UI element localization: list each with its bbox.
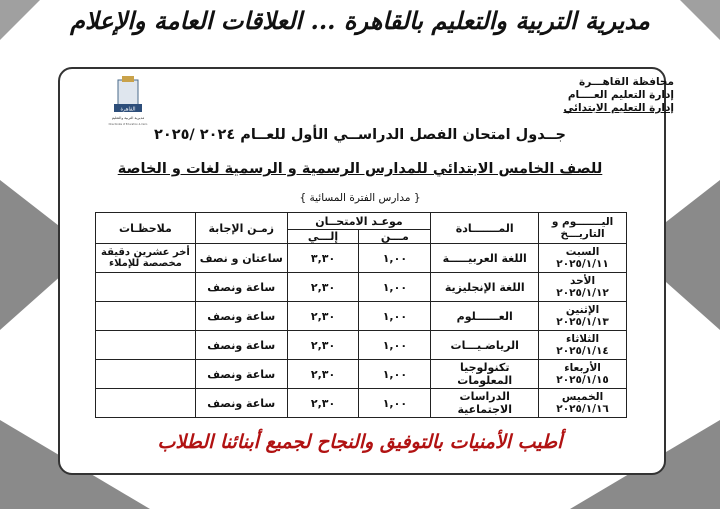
notes-cell: [96, 273, 196, 302]
exam-date: ٢٠٢٥/١/١٢: [556, 287, 609, 299]
shift-note: { مدارس الفترة المسائية }: [299, 192, 421, 204]
notes-cell: أخر عشرين دقيقة مخصصة للإملاء: [96, 244, 196, 273]
day-date-cell: [539, 273, 627, 302]
from-cell: ١,٠٠: [359, 389, 431, 418]
day-name: الإثنين: [565, 304, 600, 316]
from-cell: ١,٠٠: [359, 331, 431, 360]
notes-cell: [96, 360, 196, 389]
exam-date: ٢٠٢٥/١/١٥: [556, 374, 609, 386]
day-date-cell: [539, 302, 627, 331]
header-from: مـــن: [359, 230, 431, 244]
header-exam-time: موعـد الامتحــان: [287, 213, 431, 230]
logo-arabic-caption: مديرية التربية والتعليم: [111, 116, 145, 120]
subject-cell: العــــــلوم: [431, 302, 539, 331]
notes-cell: [96, 389, 196, 418]
day-name: الأربعاء: [564, 362, 601, 374]
from-cell: ١,٠٠: [359, 244, 431, 273]
org-general-education: إدارة التعليم العــــام: [567, 89, 674, 101]
header-day-date: اليـــــــوم و التاريـــخ: [539, 213, 627, 244]
from-cell: ١,٠٠: [359, 360, 431, 389]
exam-date: ٢٠٢٥/١/١٤: [556, 345, 609, 357]
day-date-cell: [539, 331, 627, 360]
to-cell: ٢,٣٠: [287, 389, 359, 418]
header-duration: زمـن الإجابة: [195, 213, 287, 244]
to-cell: ٣,٣٠: [287, 244, 359, 273]
table-row: [96, 244, 627, 273]
duration-cell: ساعة ونصف: [195, 360, 287, 389]
duration-cell: ساعة ونصف: [195, 302, 287, 331]
logo-brand-word: القاهرة: [120, 106, 136, 113]
subject-cell: الدراسات الاجتماعية: [431, 389, 539, 418]
table-row: [96, 302, 627, 331]
org-header: [563, 76, 674, 115]
exam-schedule-table: [95, 212, 627, 418]
notes-cell: [96, 331, 196, 360]
table-row: [96, 273, 627, 302]
subject-cell: اللغة الإنجليزية: [431, 273, 539, 302]
duration-cell: ساعة ونصف: [195, 273, 287, 302]
duration-cell: ساعة ونصف: [195, 389, 287, 418]
banner-title: مديرية التربية والتعليم بالقاهرة ... العلاقات العامة والإعلام: [70, 6, 650, 35]
to-cell: ٢,٣٠: [287, 302, 359, 331]
to-cell: ٢,٣٠: [287, 331, 359, 360]
day-name: الأحد: [570, 275, 596, 287]
subject-cell: تكنولوجيا المعلومات: [431, 360, 539, 389]
grade-title: للصف الخامس الابتدائي للمدارس الرسمية و الرسمية لغات و الخاصة: [117, 161, 603, 177]
table-row: [96, 389, 627, 418]
header-notes: ملاحظـات: [96, 213, 196, 244]
day-name: الخميس: [561, 391, 604, 403]
table-row: [96, 331, 627, 360]
duration-cell: ساعة ونصف: [195, 331, 287, 360]
org-primary-education: إدارة التعليم الابتدائي: [563, 102, 674, 114]
to-cell: ٢,٣٠: [287, 360, 359, 389]
subject-cell: الرياضـيـــات: [431, 331, 539, 360]
table-row: [96, 360, 627, 389]
duration-cell: ساعتان و نصف: [195, 244, 287, 273]
exam-schedule-title: جــدول امتحان الفصل الدراســي الأول للعــام ٢٠٢٤ /٢٠٢٥: [154, 127, 566, 143]
from-cell: ١,٠٠: [359, 273, 431, 302]
logo-english-caption: Directorate of Education & Cairo: [108, 123, 148, 126]
exam-date: ٢٠٢٥/١/١٦: [556, 403, 609, 415]
org-governorate: محافظة القاهـــرة: [579, 76, 674, 88]
day-date-cell: [539, 244, 627, 273]
to-cell: ٢,٣٠: [287, 273, 359, 302]
notes-cell: [96, 302, 196, 331]
header-to: إلـــي: [287, 230, 359, 244]
day-date-cell: [539, 360, 627, 389]
exam-date: ٢٠٢٥/١/١٣: [556, 316, 609, 328]
subject-cell: اللغة العربيـــــة: [431, 244, 539, 273]
from-cell: ١,٠٠: [359, 302, 431, 331]
exam-date: ٢٠٢٥/١/١١: [556, 258, 609, 270]
footer-wishes: أطيب الأمنيات بالتوفيق والنجاح لجميع أبنائنا الطلاب: [157, 431, 563, 453]
header-subject: المـــــــادة: [431, 213, 539, 244]
day-date-cell: [539, 389, 627, 418]
directorate-logo: [108, 74, 148, 128]
day-name: السبت: [565, 246, 600, 258]
day-name: الثلاثاء: [566, 333, 600, 345]
